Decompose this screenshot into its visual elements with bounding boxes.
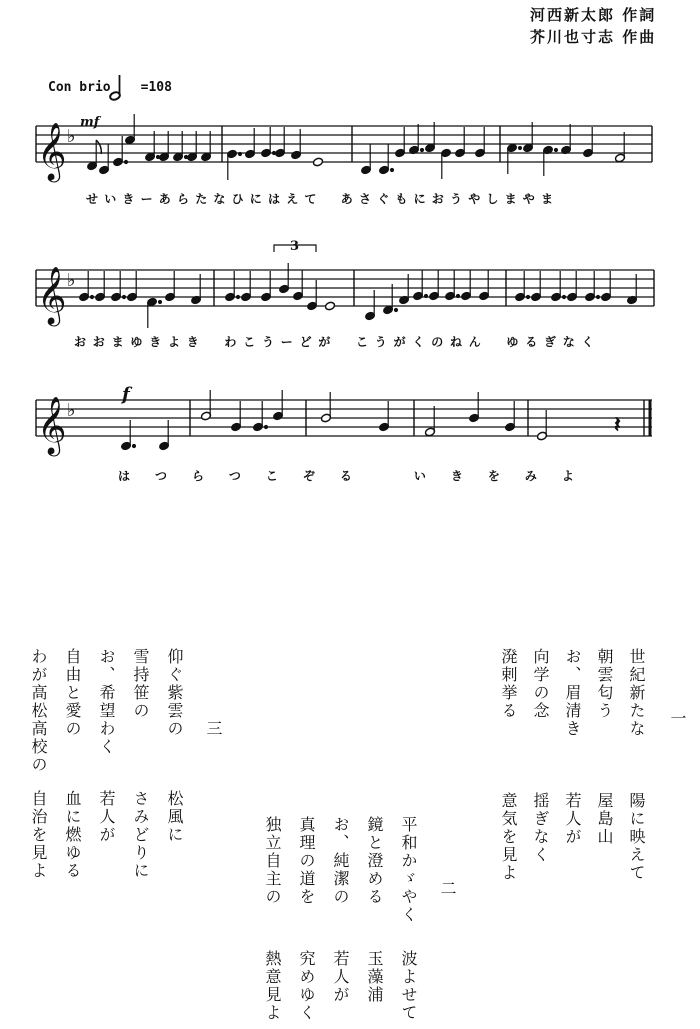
verse-1-line-3-upper: お、眉清き bbox=[563, 648, 582, 738]
composer-credit: 芥川也寸志 作曲 bbox=[530, 28, 657, 46]
dynamic-mf: mf bbox=[80, 115, 100, 130]
verse-1-line-5-upper: 溌剌挙る bbox=[499, 648, 518, 720]
note-dot bbox=[456, 294, 459, 297]
verse-1-line-4-lower: 揺ぎなく bbox=[531, 792, 550, 864]
note-head bbox=[325, 301, 336, 311]
verse-2-line-5-lower: 熱意見よ bbox=[263, 950, 282, 1022]
lyricist-credit: 河西新太郎 作詞 bbox=[530, 6, 657, 24]
note-dot bbox=[518, 146, 521, 149]
verse-3-line-4-lower: 血に燃ゆる bbox=[63, 790, 82, 880]
verse-1-line-4-upper: 向学の念 bbox=[531, 648, 550, 720]
note-dot bbox=[420, 148, 423, 151]
verse-1-line-2-lower: 屋島山 bbox=[595, 792, 614, 846]
verse-1-line-2-upper: 朝雲匂う bbox=[595, 648, 614, 720]
verse-2-line-4-upper: 真理の道を bbox=[297, 816, 316, 906]
note-dot bbox=[158, 300, 161, 303]
verse-3-line-2-lower: さみどりに bbox=[131, 790, 150, 880]
verse-2-line-4-lower: 究めゆく bbox=[297, 950, 316, 1022]
verse-3-line-5-upper: わが高松高校の bbox=[29, 648, 48, 774]
note-flag bbox=[96, 140, 101, 154]
tempo-text: Con brio bbox=[48, 80, 111, 95]
verse-1-line-3-lower: 若人が bbox=[563, 792, 582, 846]
note-dot bbox=[394, 308, 397, 311]
verse-3-line-4-upper: 自由と愛の bbox=[63, 648, 82, 738]
verse-2-line-1-lower: 波よせて bbox=[399, 950, 418, 1022]
verses bbox=[0, 640, 700, 1020]
note-head bbox=[313, 157, 324, 167]
lyrics-line-1: せいきーあらたなひにはえて あさぐもにおうやしまやま bbox=[86, 192, 560, 206]
verse-3-line-5-lower: 自治を見よ bbox=[29, 790, 48, 880]
treble-clef-icon: 𝄞 bbox=[37, 396, 67, 454]
note-dot bbox=[132, 444, 135, 447]
note-dot bbox=[238, 152, 241, 155]
treble-clef-icon: 𝄞 bbox=[37, 122, 67, 180]
dynamic-f: f bbox=[122, 384, 130, 405]
verse-1-line-1-lower: 陽に映えて bbox=[627, 792, 646, 882]
verse-3-line-2-upper: 雪持笹の bbox=[131, 648, 150, 720]
flat-icon: ♭ bbox=[67, 126, 76, 147]
note-dot bbox=[562, 295, 565, 298]
note-dot bbox=[264, 425, 267, 428]
verse-2-line-2-upper: 鏡と澄める bbox=[365, 816, 384, 906]
verse-3-line-1-upper: 仰ぐ紫雲の bbox=[165, 648, 184, 738]
verse-number-2: 二 bbox=[438, 880, 457, 896]
verse-2-line-3-lower: 若人が bbox=[331, 950, 350, 1004]
verse-2-line-1-upper: 平和かゞやく bbox=[399, 816, 418, 924]
note-dot bbox=[122, 295, 125, 298]
note-dot bbox=[390, 168, 393, 171]
note-dot bbox=[424, 294, 427, 297]
note-dot bbox=[90, 295, 93, 298]
lyrics-line-2: おおまゆきよき わこうーどが こうがくのねん ゆるぎなく bbox=[74, 335, 601, 349]
verse-1-line-1-upper: 世紀新たな bbox=[627, 648, 646, 738]
triplet-number: 3 bbox=[290, 239, 300, 254]
verse-3-line-1-lower: 松風に bbox=[165, 790, 184, 844]
flat-icon: ♭ bbox=[67, 400, 76, 421]
verse-3-line-3-lower: 若人が bbox=[97, 790, 116, 844]
verse-number-3: 三 bbox=[204, 720, 223, 736]
verse-2-line-5-upper: 独立自主の bbox=[263, 816, 282, 906]
treble-clef-icon: 𝄞 bbox=[37, 266, 67, 324]
note-dot bbox=[554, 148, 557, 151]
note-dot bbox=[596, 295, 599, 298]
flat-icon: ♭ bbox=[67, 270, 76, 291]
verse-1-line-5-lower: 意気を見よ bbox=[499, 792, 518, 882]
verse-2-line-3-upper: お、純潔の bbox=[331, 816, 350, 906]
note-dot bbox=[124, 160, 127, 163]
verse-2-line-2-lower: 玉藻浦 bbox=[365, 950, 384, 1004]
clefs bbox=[37, 122, 76, 457]
note-dot bbox=[526, 295, 529, 298]
quarter-rest-icon: 𝄽 bbox=[614, 413, 621, 438]
lyrics-line-3: はつらつこぞる いきをみよ bbox=[118, 469, 599, 483]
tempo-bpm: =108 bbox=[140, 80, 172, 95]
verse-number-1: 一 bbox=[668, 710, 687, 726]
note-dot bbox=[236, 295, 239, 298]
verse-3-line-3-upper: お、希望わく bbox=[97, 648, 116, 756]
